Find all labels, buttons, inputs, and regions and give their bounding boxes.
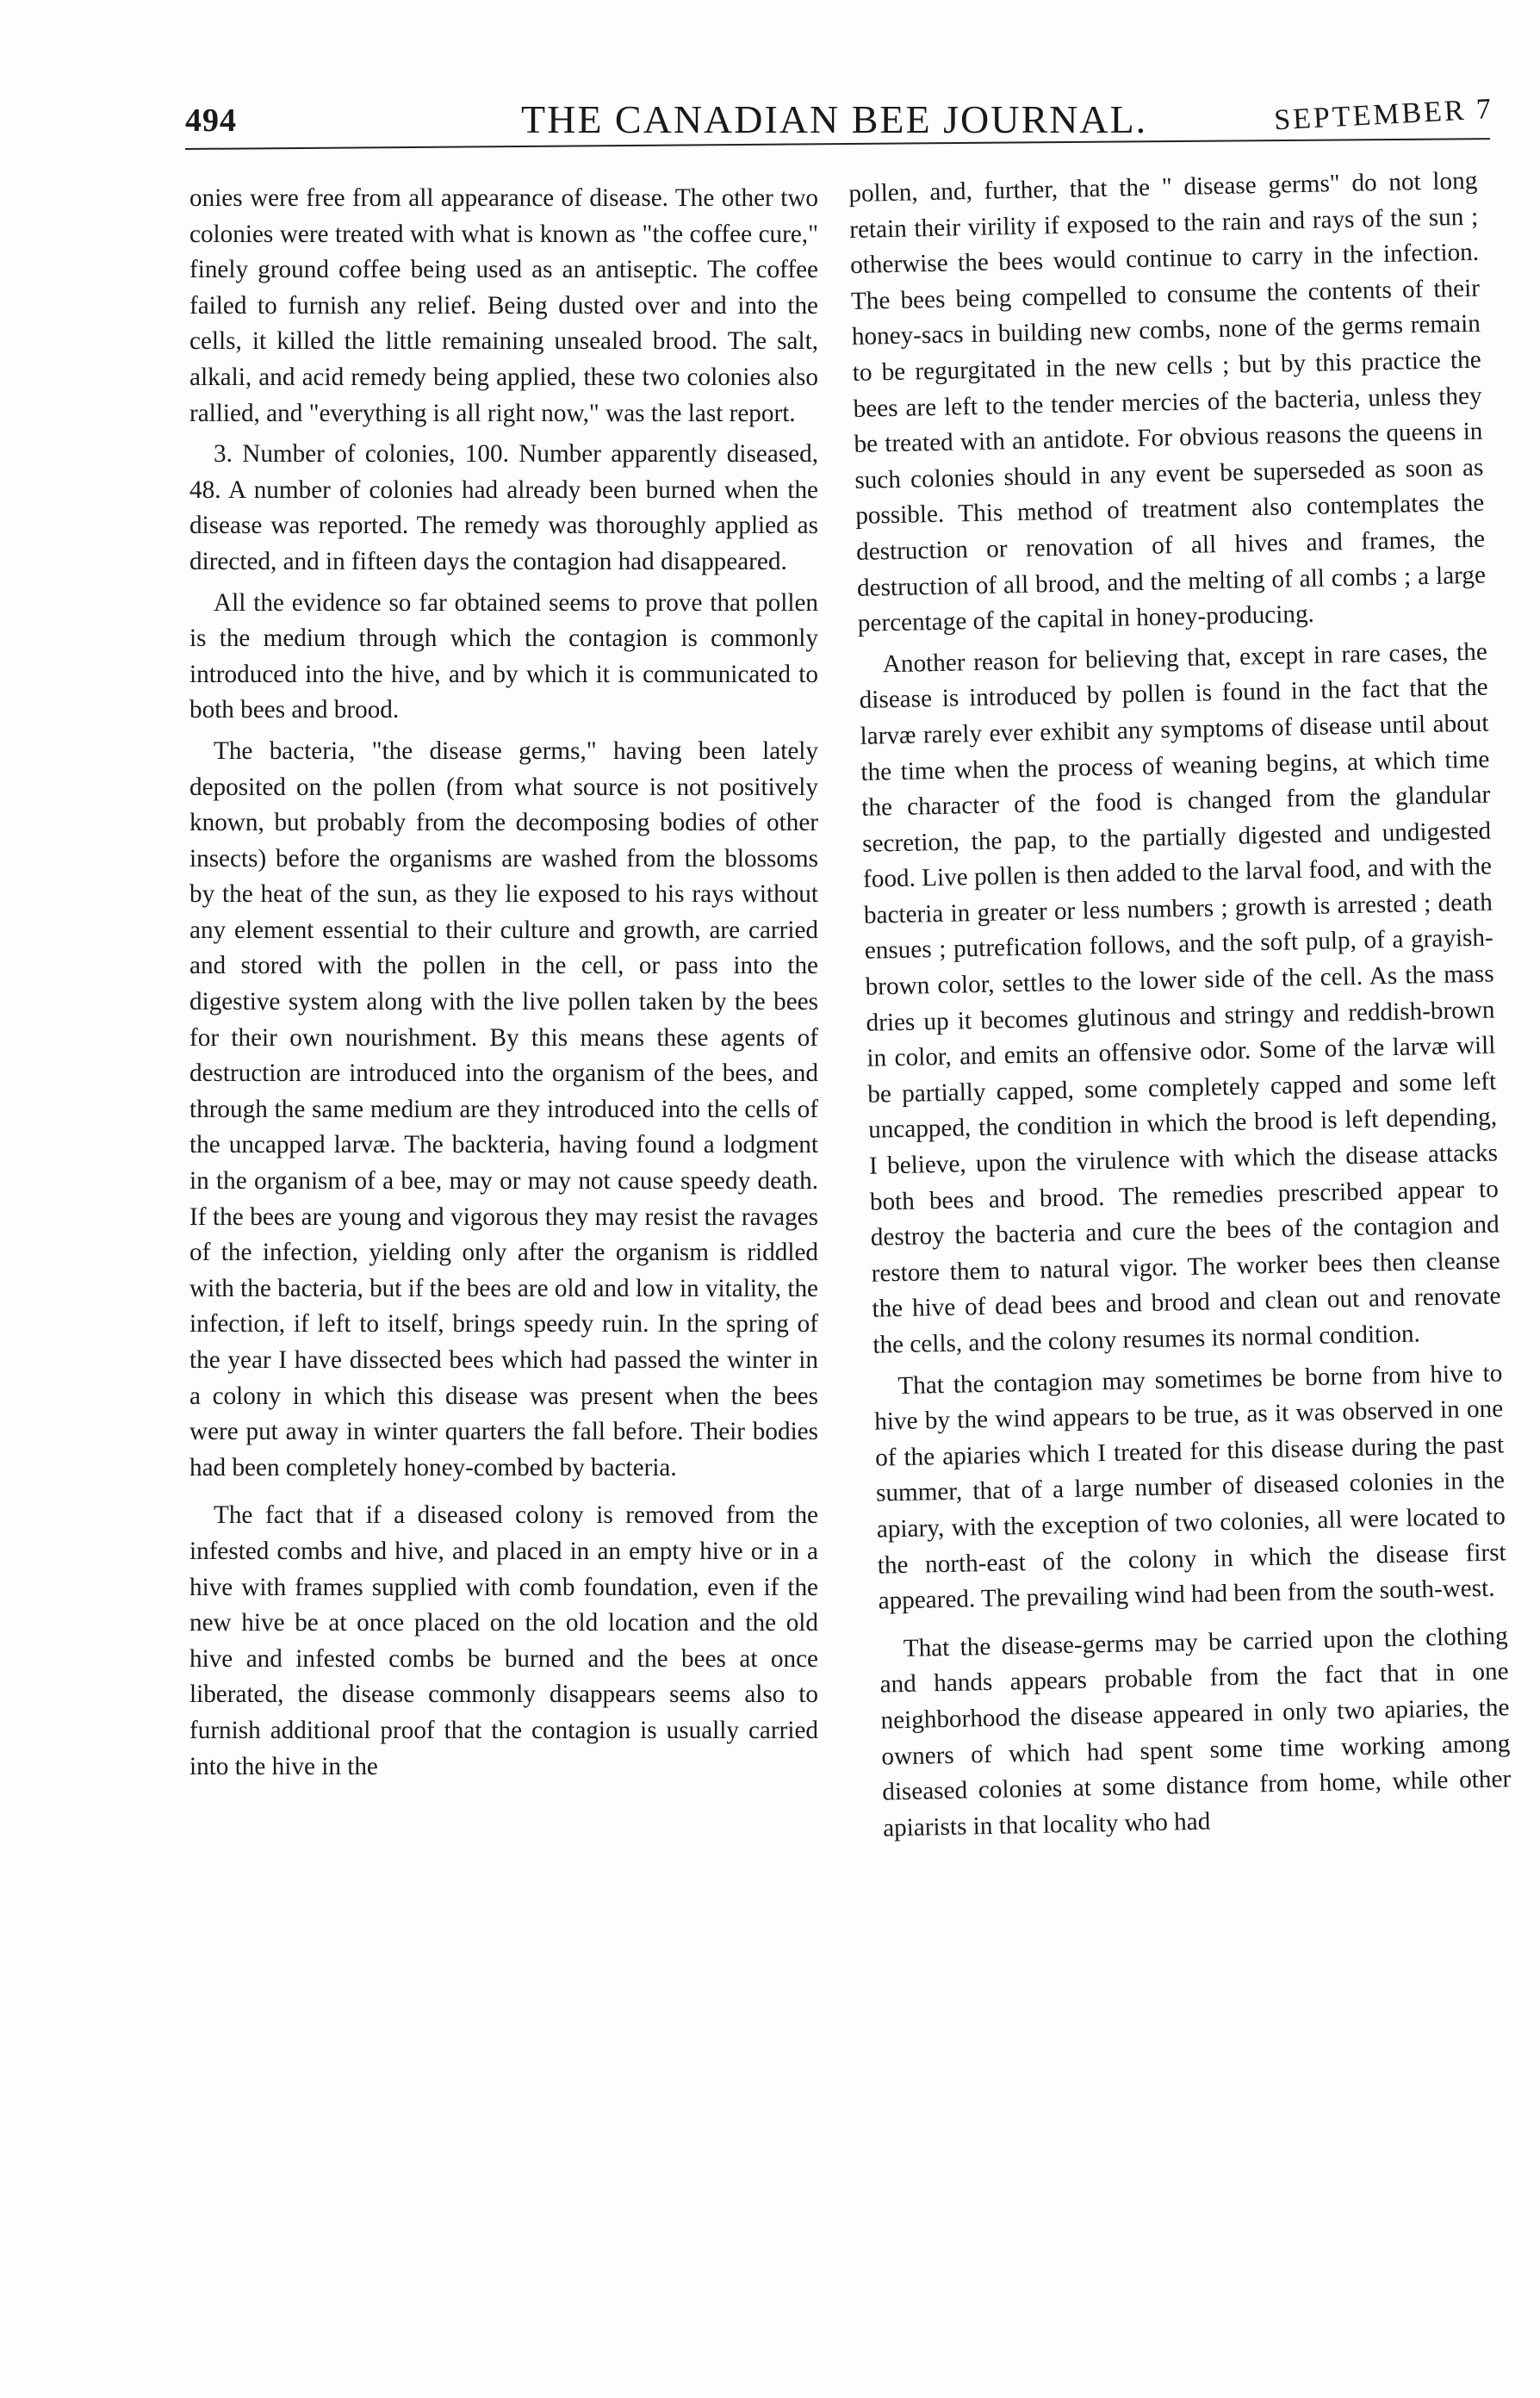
paragraph: The fact that if a diseased colony is removed from the infested combs and hive, and placed in an empty hive or in a hive with frames supplied with comb foundation, even if the new hive be at once placed on the old location and the old hive and infested combs be burned and the bees at once liberated, the disease commonly disappears seems also to furnish additional proof that the contagion is usually carried into the hive in the	[189, 1501, 818, 1780]
right-column	[848, 164, 1512, 1852]
paragraph: Another reason for believing that, except in rare cases, the disease is introduced by pollen is found in the fact that the larvæ rarely ever exhibit any symptoms of disease until about the time when the process of weaning begins, at which time the character of the food is changed from the glandular secretion, the pap, to the partially digested and undigested food. Live pollen is then added to the larval food, and with the bacteria in greater or less numbers ; growth is arrested ; death ensues ; putrefication follows, and the soft pulp, of a grayish-brown color, settles to the lower side of the cell. As the mass dries up it becomes glutinous and stringy and reddish-brown in color, and emits an offensive odor. Some of the larvæ will be partially capped, some completely capped and some left uncapped, the condition in which the brood is left depending, I believe, upon the virulence with which the disease attacks both bees and brood. The remedies prescribed appear to destroy the bacteria and cure the bees of the contagion and restore them to natural vigor. The worker bees then cleanse the hive of dead bees and brood and clean out and renovate the cells, and the colony resumes its normal condition.	[859, 637, 1501, 1359]
paragraph: pollen, and, further, that the " disease germs" do not long retain their virility if exposed to the rain and rays of the sun ; otherwise the bees would continue to carry in the infection. The bees being compelled to consume the contents of their honey-sacs in building new combs, none of the germs remain to be regurgitated in the new cells ; but by this practice the bees are left to the tender mercies of the bacteria, unless they be treated with an antidote. For obvious reasons the queens in such colonies should in any event be superseded as soon as possible. This method of treatment also contemplates the destruction or renovation of all hives and frames, the destruction of all brood, and the melting of all combs ; a large percentage of the capital in honey-producing.	[848, 166, 1487, 638]
paragraph: All the evidence so far obtained seems to prove that pollen is the medium through which the contagion is commonly introduced into the hive, and by which it is communicated to both bees and brood.	[189, 588, 818, 724]
paragraph: That the contagion may sometimes be borne from hive to hive by the wind appears to be true, as it was observed in one of the apiaries which I treated for this disease during the past summer, that of a large number of diseased colonies in the apiary, with the exception of two colonies, all were located to the north-east of the colony in which the disease first appeared. The prevailing wind had been from the south-west.	[873, 1359, 1506, 1615]
left-column	[189, 181, 818, 1790]
paragraph: That the disease-germs may be carried upon the clothing and hands appears probable from the fact that in one neighborhood the disease appeared in only two apiaries, the owners of which had spent some time working among diseased colonies at some distance from home, while other apiarists in that locality who had	[879, 1622, 1512, 1842]
page-number: 494	[185, 103, 237, 139]
paragraph: The bacteria, "the disease germs," having been lately deposited on the pollen (from what source is not positively known, but probably from the decomposing bodies of other insects) before the organisms are washed from the blossoms by the heat of the sun, as they lie exposed to his rays without any element essential to their culture and growth, are carried and stored with the pollen in the cell, or pass into the digestive system along with the live pollen taken by the bees for their own nourishment. By this means these agents of destruction are introduced into the organism of the bees, and through the same medium are they introduced into the cells of the uncapped larvæ. The backteria, having found a lodgment in the organism of a bee, may or may not cause speedy death. If the bees are young and vigorous they may resist the ravages of the infection, yielding only after the organism is riddled with the bacteria, but if the bees are old and low in vitality, the infection, if left to itself, brings speedy ruin. In the spring of the year I have dissected bees which had passed the winter in a colony in which this disease was present when the bees were put away in winter quarters the fall before. Their bodies had been completely honey-combed by bacteria.	[189, 736, 819, 1482]
paragraph: onies were free from all appearance of disease. The other two colonies were treated with what is known as "the coffee cure," finely ground coffee being used as an antiseptic. The coffee failed to furnish any relief. Being dusted over and into the cells, it killed the little remaining unsealed brood. The salt, alkali, and acid remedy being applied, these two colonies also rallied, and "everything is all right now," was the last report.	[189, 184, 818, 427]
paragraph: 3. Number of colonies, 100. Number apparently diseased, 48. A number of colonies had already been burned when the disease was reported. The remedy was thoroughly applied as directed, and in fifteen days the contagion had disappeared.	[189, 440, 818, 575]
running-title: THE CANADIAN BEE JOURNAL.	[521, 97, 1148, 141]
issue-date: SEPTEMBER 7	[1273, 93, 1494, 137]
